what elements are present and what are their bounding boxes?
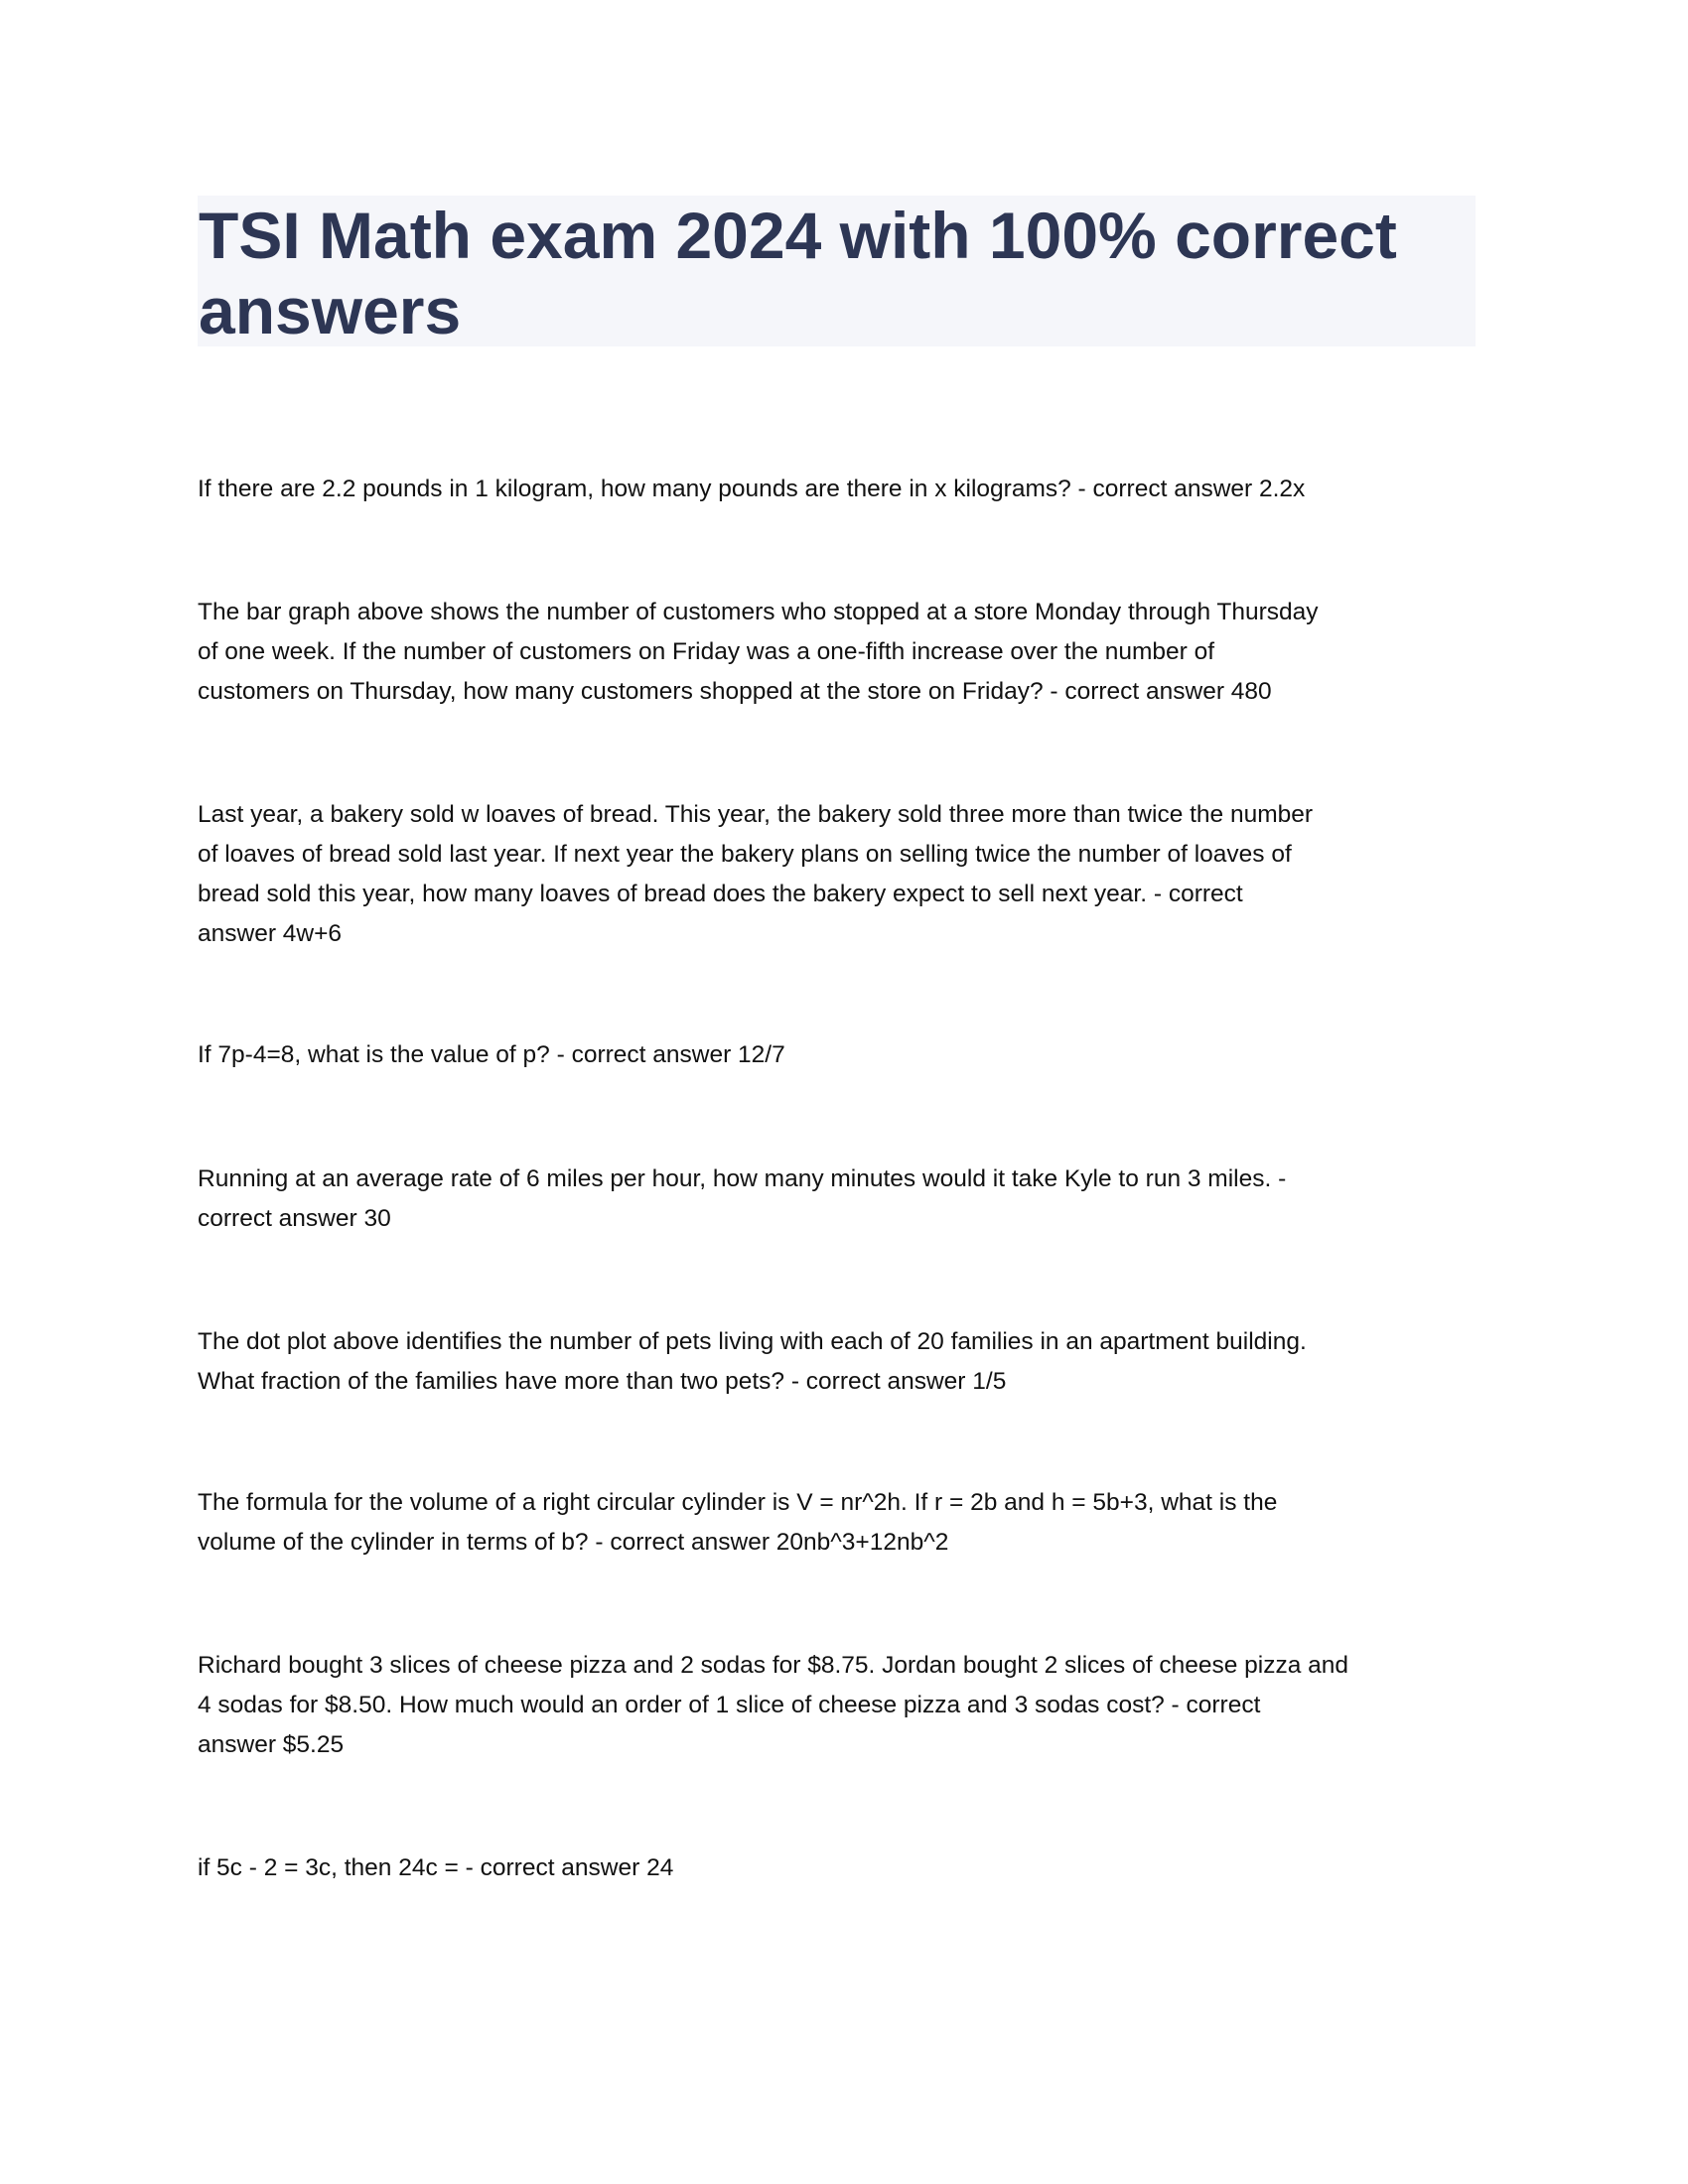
question-line: of one week. If the number of customers on Friday was a one-fifth increase over the number of	[198, 638, 1215, 665]
question-line: The bar graph above shows the number of customers who stopped at a store Monday through Thursday	[198, 599, 1319, 625]
question-line: of loaves of bread sold last year. If next year the bakery plans on selling twice the number of loaves of	[198, 841, 1292, 868]
question-line: If 7p-4=8, what is the value of p? - correct answer 12/7	[198, 1041, 785, 1068]
question-line: bread sold this year, how many loaves of bread does the bakery expect to sell next year. - correct	[198, 881, 1243, 907]
question-line: The formula for the volume of a right circular cylinder is V = nr^2h. If r = 2b and h = 5b+3, what is the	[198, 1489, 1278, 1516]
question-line: answer $5.25	[198, 1731, 345, 1758]
question-line: 4 sodas for $8.50. How much would an order of 1 slice of cheese pizza and 3 sodas cost? - correct	[198, 1692, 1261, 1718]
question-5	[198, 1160, 1508, 1239]
question-line: if 5c - 2 = 3c, then 24c = - correct answer 24	[198, 1854, 674, 1881]
question-line: answer 4w+6	[198, 920, 343, 947]
question-line: correct answer 30	[198, 1205, 391, 1232]
question-2	[198, 593, 1508, 712]
question-7	[198, 1483, 1508, 1563]
question-6	[198, 1322, 1508, 1402]
question-line: What fraction of the families have more than two pets? - correct answer 1/5	[198, 1368, 1007, 1395]
question-3	[198, 795, 1508, 954]
question-line: The dot plot above identifies the number of pets living with each of 20 families in an apartment building.	[198, 1328, 1307, 1355]
title-banner	[198, 196, 1476, 346]
question-9	[198, 1848, 1508, 1888]
question-line: Richard bought 3 slices of cheese pizza and 2 sodas for $8.75. Jordan bought 2 slices of cheese pizza and	[198, 1652, 1349, 1679]
question-line: volume of the cylinder in terms of b? - correct answer 20nb^3+12nb^2	[198, 1529, 949, 1556]
question-line: If there are 2.2 pounds in 1 kilogram, how many pounds are there in x kilograms? - correct answer 2.2x	[198, 476, 1306, 502]
question-line: customers on Thursday, how many customers shopped at the store on Friday? - correct answer 480	[198, 678, 1272, 705]
question-line: Running at an average rate of 6 miles per hour, how many minutes would it take Kyle to run 3 miles. -	[198, 1165, 1287, 1192]
question-line: Last year, a bakery sold w loaves of bread. This year, the bakery sold three more than twice the number	[198, 801, 1314, 828]
document-title: TSI Math exam 2024 with 100% correct answers	[199, 199, 1397, 347]
question-4	[198, 1035, 1508, 1075]
question-8	[198, 1646, 1508, 1765]
question-1	[198, 470, 1508, 509]
